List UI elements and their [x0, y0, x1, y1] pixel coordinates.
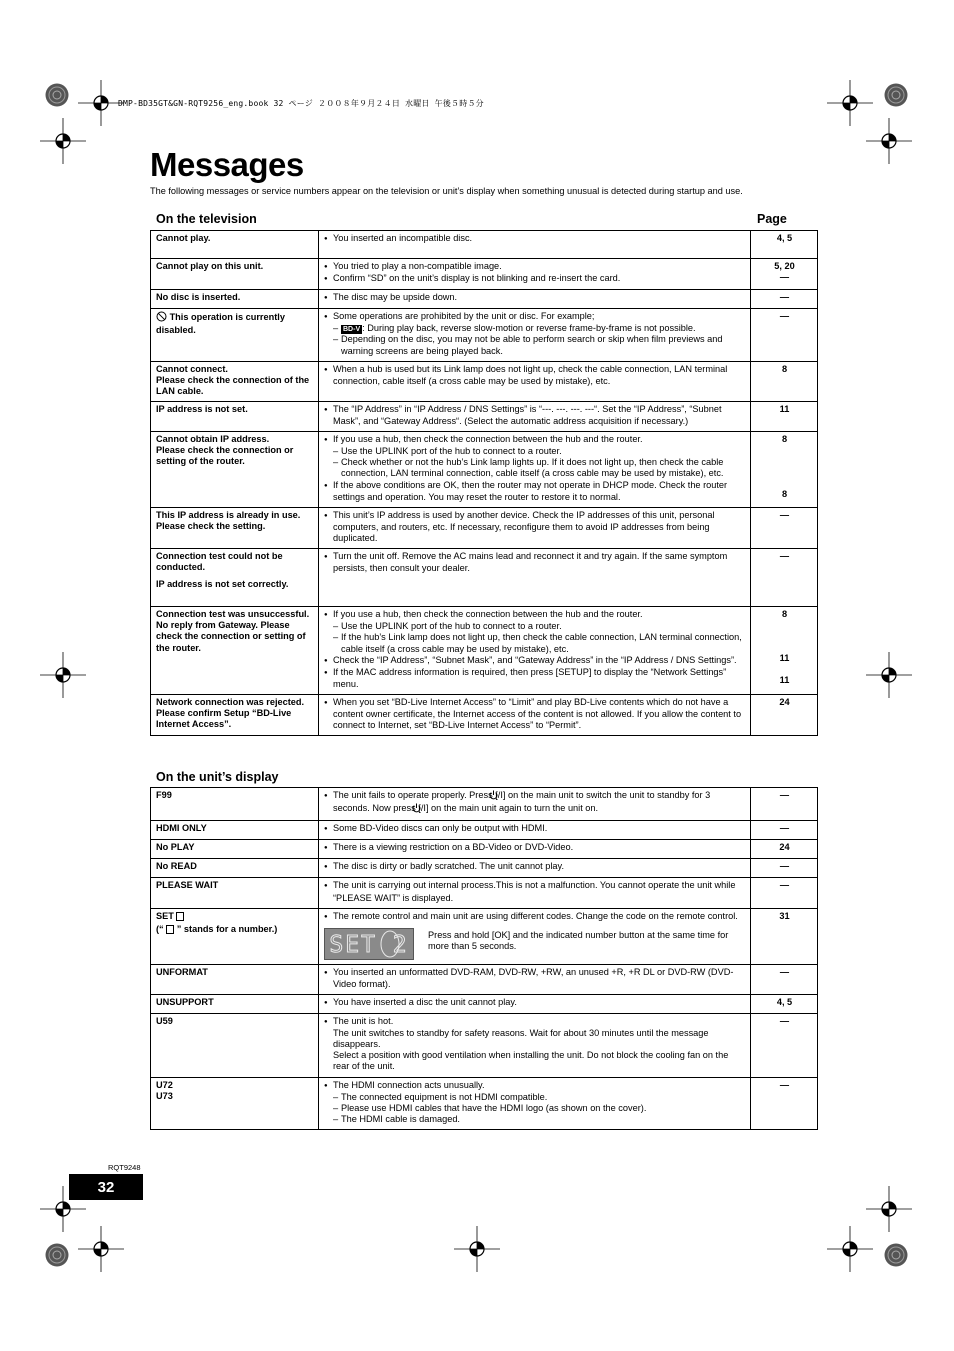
registration-mark-icon — [454, 1226, 500, 1272]
dash-item: – Depending on the disc, you may not be able to perform search or skip when film previews and warning screens are being played back. — [324, 334, 746, 356]
table-row — [151, 507, 818, 548]
description-cell — [319, 507, 751, 548]
message-cell: PLEASE WAIT — [151, 878, 319, 908]
page-cell: — — [751, 290, 818, 309]
registration-mark-icon — [40, 652, 86, 698]
bullet-text: ● If you use a hub, then check the connection between the hub and the router. — [324, 434, 746, 446]
table-row — [151, 908, 818, 964]
dash-item: – Use the UPLINK port of the hub to connect to a router. — [324, 446, 746, 457]
description-cell — [319, 840, 751, 859]
table-row — [151, 432, 818, 508]
page-ref: 5, 20 — [774, 261, 795, 271]
description-cell — [319, 878, 751, 908]
message-cell: No PLAY — [151, 840, 319, 859]
page-cell — [751, 432, 818, 508]
page-cell: — — [751, 788, 818, 821]
message-cell: UNSUPPORT — [151, 994, 319, 1013]
bullet-text: ● You have inserted a disc the unit cannot play. — [324, 997, 746, 1009]
description-cell — [319, 788, 751, 821]
lcd-example — [324, 928, 746, 960]
message-cell: Connection test was unsuccessful. No reply from Gateway. Please check the connection or setting of the router. — [151, 607, 319, 695]
description-cell — [319, 1077, 751, 1129]
bullet-text: ● When you set “BD-Live Internet Access” to “Limit” and play BD-Live contents which do not have a content owner certificate, the Internet access of the content is not allowed. If you allow the content to connect to Internet, set “BD-Live Internet Access” to “Permit”. — [324, 697, 746, 731]
table-row — [151, 859, 818, 878]
lcd-segment-digits — [329, 930, 409, 958]
table-row — [151, 878, 818, 908]
lcd-display — [324, 928, 414, 960]
continuation-text: Select a position with good ventilation when installing the unit. Do not block the cooling fan on the rear of the unit. — [333, 1050, 729, 1072]
continuation-text: The unit switches to standby for safety reasons. Wait for about 30 minutes until the message disappears. — [333, 1028, 709, 1050]
color-rosette-icon — [45, 83, 69, 107]
page-ref: 8 — [781, 609, 788, 620]
table-row — [151, 401, 818, 431]
text-part: The unit fails to operate properly. Press [ — [333, 790, 498, 800]
bullet-text: ● Some BD-Video discs can only be output with HDMI. — [324, 823, 746, 835]
message-cell — [151, 507, 319, 548]
text-part: SET — [156, 910, 174, 921]
message-text: IP address is not set correctly. — [156, 579, 289, 590]
text-part: /I] on the main unit again to turn the unit on. — [420, 803, 599, 814]
description-cell — [319, 259, 751, 290]
table-row — [151, 788, 818, 821]
page-cell: 24 — [751, 840, 818, 859]
message-cell — [151, 432, 319, 508]
text-part: /I] on the main unit to switch the unit to standby for 3 seconds. Now press [ — [333, 790, 711, 814]
bullet-text: ● If the MAC address information is required, then press [SETUP] to display the “Network Settings” menu. — [324, 667, 746, 690]
table-row — [151, 1077, 818, 1129]
message-cell — [151, 1077, 319, 1129]
dash-item: – The HDMI cable is damaged. — [324, 1114, 746, 1125]
message-text: This operation is currently disabled. — [156, 312, 285, 336]
bullet-text: ● Confirm “SD” on the unit’s display is not blinking and re-insert the card. — [324, 273, 746, 285]
message-text: Cannot connect. — [156, 363, 228, 374]
dash-item — [324, 323, 746, 334]
description-cell — [319, 994, 751, 1013]
page-cell: — — [751, 821, 818, 840]
page-cell: — — [751, 859, 818, 878]
bullet-text: ● Turn the unit off. Remove the AC mains lead and reconnect it and try again. If the same symptom persists, then consult your dealer. — [324, 551, 746, 574]
table-row — [151, 231, 818, 259]
bullet-text: ● The HDMI connection acts unusually. — [324, 1080, 746, 1092]
bd-video-badge: BD-V — [343, 326, 361, 334]
registration-mark-icon — [827, 1226, 873, 1272]
text-part: (“ — [156, 923, 164, 934]
message-text: Please check the connection of the LAN cable. — [156, 374, 310, 396]
page-cell: 31 — [751, 908, 818, 964]
bullet-text: ● The disc may be upside down. — [324, 292, 746, 304]
message-cell: U59 — [151, 1014, 319, 1077]
page-cell: — — [751, 309, 818, 361]
message-cell — [151, 694, 319, 735]
message-cell: No READ — [151, 859, 319, 878]
page-cell: 24 — [751, 694, 818, 735]
registration-mark-icon — [866, 652, 912, 698]
description-cell — [319, 694, 751, 735]
page-ref: 11 — [779, 653, 790, 664]
bullet-text — [324, 790, 746, 816]
dash-item: – The connected equipment is not HDMI compatible. — [324, 1092, 746, 1103]
page-cell: 4, 5 — [751, 994, 818, 1013]
message-cell — [151, 309, 319, 361]
message-text — [156, 924, 314, 937]
bullet-text: ● The disc is dirty or badly scratched. The unit cannot play. — [324, 861, 746, 873]
color-rosette-icon — [884, 1243, 908, 1267]
note-text: Press and hold [OK] and the indicated number button at the same time for more than 5 seconds. — [428, 929, 729, 951]
description-cell — [319, 908, 751, 964]
description-cell — [319, 859, 751, 878]
message-cell: HDMI ONLY — [151, 821, 319, 840]
table-row — [151, 964, 818, 994]
message-cell: Cannot play. — [151, 231, 319, 259]
description-cell — [319, 1014, 751, 1077]
page-cell: 8 — [751, 361, 818, 401]
description-cell — [319, 432, 751, 508]
page-cell — [751, 259, 818, 290]
bullet-text: ● The remote control and main unit are using different codes. Change the code on the remote control. — [324, 911, 746, 923]
page-cell: — — [751, 964, 818, 994]
message-cell: IP address is not set. — [151, 401, 319, 431]
page-cell: — — [751, 507, 818, 548]
dash-item: – Please use HDMI cables that have the HDMI logo (as shown on the cover). — [324, 1103, 746, 1114]
page-column-header: Page — [757, 212, 787, 226]
print-header: DMP-BD35GT&GN-RQT9256_eng.book 32 ページ ２００８年９月２４日 水曜日 午後５時５分 — [118, 99, 484, 108]
page-ref: 11 — [779, 675, 790, 686]
message-cell — [151, 548, 319, 606]
description-cell — [319, 309, 751, 361]
text-part: ” stands for a number.) — [176, 923, 278, 934]
page-ref: 8 — [781, 489, 788, 500]
message-text: Please confirm Setup “BD-Live Internet Access”. — [156, 708, 292, 730]
page-cell — [751, 607, 818, 695]
tv-messages-table — [150, 230, 818, 736]
color-rosette-icon — [884, 83, 908, 107]
description-cell — [319, 290, 751, 309]
bullet-text: ● You tried to play a non-compatible image. — [324, 261, 746, 273]
table-row — [151, 694, 818, 735]
message-text: Network connection was rejected. — [156, 696, 305, 707]
table-row — [151, 607, 818, 695]
number-box-icon — [176, 912, 184, 924]
message-cell — [151, 361, 319, 401]
table-row — [151, 821, 818, 840]
color-rosette-icon — [45, 1243, 69, 1267]
bullet-text: ● When a hub is used but its Link lamp does not light up, check the cable connection, LAN terminal connection, cable itself (a cross cable may be used by mistake), etc. — [324, 364, 746, 387]
message-cell — [151, 908, 319, 964]
description-cell — [319, 607, 751, 695]
page-cell: — — [751, 1077, 818, 1129]
tv-section-title: On the television — [156, 212, 257, 226]
bullet-text: ● There is a viewing restriction on a BD-Video or DVD-Video. — [324, 842, 746, 854]
page-cell: 4, 5 — [751, 231, 818, 259]
page-cell: 11 — [751, 401, 818, 431]
table-row — [151, 548, 818, 606]
table-row — [151, 361, 818, 401]
message-text: Cannot obtain IP address. — [156, 434, 270, 445]
message-text: Please check the setting. — [156, 520, 266, 531]
message-cell: No disc is inserted. — [151, 290, 319, 309]
bullet-text: ● If the above conditions are OK, then the router may not operate in DHCP mode. Check the router settings and operation. You may reset the router to restore it to normal. — [324, 480, 746, 503]
message-text: This IP address is already in use. — [156, 509, 301, 520]
page-ref: — — [779, 272, 790, 283]
bullet-text: ● Some operations are prohibited by the unit or disc. For example; — [324, 311, 746, 323]
unit-section-title: On the unit’s display — [156, 770, 279, 784]
model-code: RQT9248 — [108, 1163, 141, 1172]
bullet-text: ● You inserted an incompatible disc. — [324, 233, 746, 245]
description-cell — [319, 821, 751, 840]
prohibited-icon — [156, 311, 167, 325]
message-cell: F99 — [151, 788, 319, 821]
intro-text: The following messages or service numbers appear on the television or unit’s display when something unusual is detected during startup and use. — [150, 186, 743, 196]
dash-item: – Check whether or not the hub’s Link lamp lights up. If it does not light up, then check the cable connection, LAN terminal connection, cable itself (a cross cable may be used by mistake), etc. — [324, 457, 746, 479]
message-text — [156, 911, 314, 924]
message-text: Please check the connection or setting of the router. — [156, 445, 294, 467]
bullet-text: ● This unit’s IP address is used by another device. Check the IP addresses of this unit, personal computers, and routers, etc. If necessary, reconfigure them to avoid IP addresses from being duplicated. — [324, 510, 746, 544]
message-cell: Cannot play on this unit. — [151, 259, 319, 290]
bullet-text: ● You inserted an unformatted DVD-RAM, DVD-RW, +RW, an unused +R, +R DL or DVD-RW (DVD-Video format). — [324, 967, 746, 990]
dash-item: – If the hub’s Link lamp does not light up, then check the cable connection, LAN terminal connection, cable itself (a cross cable may be used by mistake), etc. — [324, 632, 746, 654]
bullet-text: ● If you use a hub, then check the connection between the hub and the router. — [324, 609, 746, 621]
dash-item: – Use the UPLINK port of the hub to connect to a router. — [324, 621, 746, 632]
message-text: U72 — [156, 1079, 173, 1090]
page-cell: — — [751, 548, 818, 606]
bullet-text: ● The “IP Address” in “IP Address / DNS Settings” is “---. ---. ---. ---“. Set the “IP Address”, “Subnet Mask”, and “Gateway Address“. (Select the automatic address acquisition if necessary.) — [324, 404, 746, 427]
message-cell: UNFORMAT — [151, 964, 319, 994]
table-row — [151, 309, 818, 361]
table-row — [151, 259, 818, 290]
bullet-text: ● The unit is hot. — [324, 1016, 746, 1028]
table-row — [151, 290, 818, 309]
bullet-text: ● Check the “IP Address”, “Subnet Mask”, and “Gateway Address” in the “IP Address / DNS Settings”. — [324, 655, 746, 667]
description-cell — [319, 231, 751, 259]
message-text: U73 — [156, 1090, 173, 1101]
page-number: 32 — [69, 1174, 143, 1200]
page-ref: 8 — [781, 434, 788, 445]
registration-mark-icon — [866, 1186, 912, 1232]
registration-mark-icon — [866, 118, 912, 164]
number-box-icon — [166, 925, 174, 937]
registration-mark-icon — [40, 118, 86, 164]
page-cell: — — [751, 878, 818, 908]
bullet-text: ● The unit is carrying out internal process.This is not a malfunction. You cannot operate the unit while “PLEASE WAIT” is displayed. — [324, 880, 746, 903]
unit-display-table — [150, 787, 818, 1130]
page-cell: — — [751, 1014, 818, 1077]
lcd-text: SET 2 — [329, 931, 409, 958]
table-row — [151, 840, 818, 859]
description-cell — [319, 548, 751, 606]
description-cell — [319, 401, 751, 431]
description-cell — [319, 964, 751, 994]
page-title: Messages — [150, 146, 304, 183]
table-row — [151, 994, 818, 1013]
description-cell — [319, 361, 751, 401]
message-text: Connection test could not be conducted. — [156, 550, 283, 573]
registration-mark-icon — [78, 1226, 124, 1272]
table-row — [151, 1014, 818, 1077]
dash-text: : During play back, reverse slow-motion or reverse frame-by-frame is not possible. — [362, 323, 696, 334]
